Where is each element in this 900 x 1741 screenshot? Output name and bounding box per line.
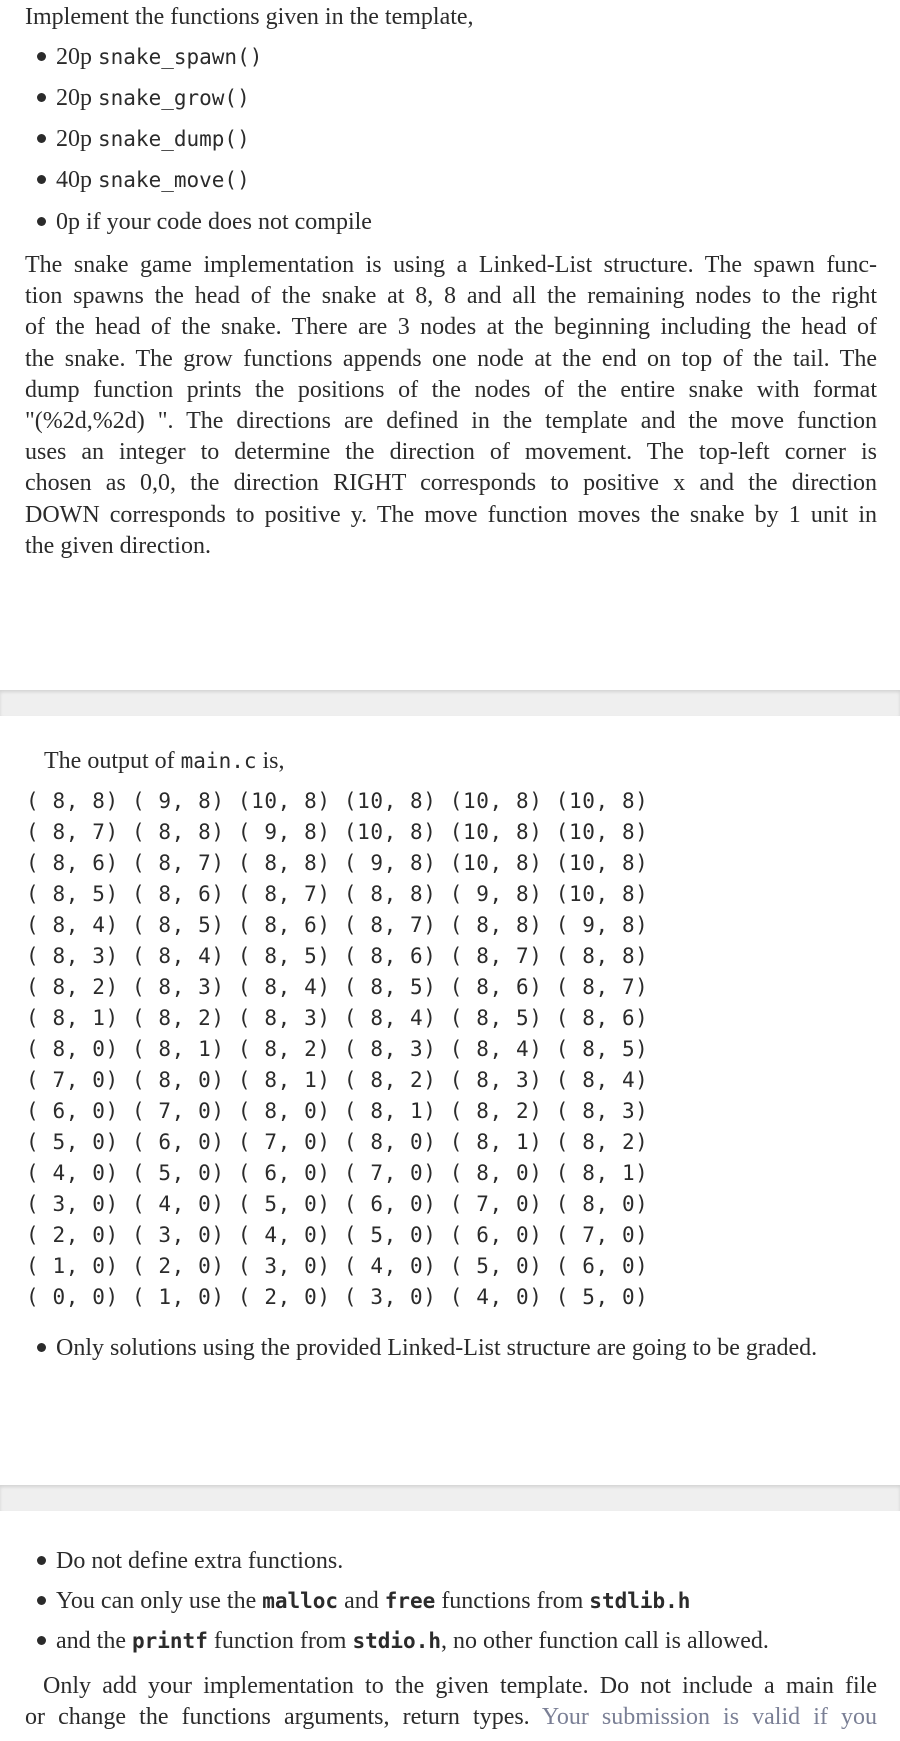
grading-points: 20p <box>56 85 92 111</box>
output-row: ( 8, 2) ( 8, 3) ( 8, 4) ( 8, 5) ( 8, 6) ( 8, 7) <box>26 975 649 999</box>
description-line: tion spawns the head of the snake at 8, 8 and all the remaining nodes to the right <box>25 283 877 310</box>
code-stdlib: stdlib.h <box>589 1589 691 1613</box>
description-line: the snake. The grow functions appends one node at the end on top of the tail. The <box>25 345 877 372</box>
output-row: ( 2, 0) ( 3, 0) ( 4, 0) ( 5, 0) ( 6, 0) ( 7, 0) <box>26 1223 649 1247</box>
grading-points: 20p <box>56 126 92 152</box>
rule-text: Do not define extra functions. <box>56 1548 344 1574</box>
bullet-icon <box>37 52 46 61</box>
output-row: ( 3, 0) ( 4, 0) ( 5, 0) ( 6, 0) ( 7, 0) ( 8, 0) <box>26 1192 649 1216</box>
rules-card <box>0 1511 900 1741</box>
rule-text: functions from <box>435 1588 590 1614</box>
function-name: snake_dump() <box>98 127 250 151</box>
instructions-card <box>0 0 900 690</box>
bullet-icon <box>37 217 46 226</box>
output-row: ( 8, 6) ( 8, 7) ( 8, 8) ( 9, 8) (10, 8) (10, 8) <box>26 851 649 875</box>
bullet-icon <box>37 1343 46 1352</box>
section-divider <box>0 1485 900 1511</box>
bullet-icon <box>37 1636 46 1645</box>
closing-text: or change the functions arguments, return types. <box>25 1704 542 1731</box>
output-row: ( 1, 0) ( 2, 0) ( 3, 0) ( 4, 0) ( 5, 0) ( 6, 0) <box>26 1254 649 1278</box>
output-intro-text: The output of <box>44 748 181 774</box>
bullet-icon <box>37 175 46 184</box>
grading-condition: if your code does not compile <box>86 209 372 235</box>
bullet-icon <box>37 93 46 102</box>
function-name: snake_spawn() <box>98 45 263 69</box>
grading-item-grow <box>37 83 250 114</box>
code-free: free <box>384 1589 436 1613</box>
output-row: ( 8, 0) ( 8, 1) ( 8, 2) ( 8, 3) ( 8, 4) ( 8, 5) <box>26 1037 649 1061</box>
intro-text: Implement the functions given in the template, <box>25 4 474 30</box>
rule-text: and <box>338 1588 385 1614</box>
closing-line: Only add your implementation to the given template. Do not include a main file <box>43 1673 877 1699</box>
code-printf: printf <box>131 1629 208 1653</box>
output-row: ( 0, 0) ( 1, 0) ( 2, 0) ( 3, 0) ( 4, 0) ( 5, 0) <box>26 1285 649 1309</box>
description-line: dump function prints the positions of the nodes of the entire snake with format <box>25 376 877 403</box>
function-name: snake_grow() <box>98 86 250 110</box>
rule-text: and the <box>56 1628 132 1654</box>
closing-paragraph <box>25 1671 877 1733</box>
output-filename: main.c <box>180 749 257 773</box>
section-divider <box>0 690 900 716</box>
description-line: The snake game implementation is using a Linked-List structure. The spawn func- <box>25 252 877 278</box>
graded-note <box>37 1333 817 1364</box>
bullet-icon <box>37 134 46 143</box>
bullet-icon <box>37 1556 46 1565</box>
output-intro <box>44 746 285 777</box>
grading-points: 0p <box>56 209 80 235</box>
grading-item-compile <box>37 207 372 238</box>
output-intro-suffix: is, <box>256 748 285 774</box>
description-line: chosen as 0,0, the direction RIGHT corresponds to positive x and the direction <box>25 470 877 497</box>
output-row: ( 8, 7) ( 8, 8) ( 9, 8) (10, 8) (10, 8) (10, 8) <box>26 820 649 844</box>
rule-text: , no other function call is allowed. <box>441 1628 769 1654</box>
description-line: the given direction. <box>25 532 211 559</box>
grading-points: 20p <box>56 44 92 70</box>
closing-line <box>25 1702 877 1733</box>
grading-points: 40p <box>56 167 92 193</box>
code-stdio: stdio.h <box>352 1629 441 1653</box>
output-row: ( 8, 4) ( 8, 5) ( 8, 6) ( 8, 7) ( 8, 8) ( 9, 8) <box>26 913 649 937</box>
output-row: ( 8, 5) ( 8, 6) ( 8, 7) ( 8, 8) ( 9, 8) (10, 8) <box>26 882 649 906</box>
output-row: ( 4, 0) ( 5, 0) ( 6, 0) ( 7, 0) ( 8, 0) ( 8, 1) <box>26 1161 649 1185</box>
output-row: ( 8, 1) ( 8, 2) ( 8, 3) ( 8, 4) ( 8, 5) ( 8, 6) <box>26 1006 649 1030</box>
output-row: ( 8, 3) ( 8, 4) ( 8, 5) ( 8, 6) ( 8, 7) ( 8, 8) <box>26 944 649 968</box>
rule-stdlib <box>37 1586 690 1617</box>
grading-item-move <box>37 165 250 196</box>
description-paragraph <box>25 250 877 562</box>
output-row: ( 8, 8) ( 9, 8) (10, 8) (10, 8) (10, 8) (10, 8) <box>26 789 649 813</box>
code-malloc: malloc <box>262 1589 339 1613</box>
output-row: ( 6, 0) ( 7, 0) ( 8, 0) ( 8, 1) ( 8, 2) ( 8, 3) <box>26 1099 649 1123</box>
description-line: of the head of the snake. There are 3 nodes at the beginning including the head of <box>25 314 877 341</box>
rule-text: You can only use the <box>56 1588 263 1614</box>
output-card <box>0 716 900 1485</box>
output-row: ( 5, 0) ( 6, 0) ( 7, 0) ( 8, 0) ( 8, 1) ( 8, 2) <box>26 1130 649 1154</box>
rule-text: function from <box>207 1628 353 1654</box>
function-name: snake_move() <box>98 168 250 192</box>
description-line: DOWN corresponds to positive y. The move function moves the snake by 1 unit in <box>25 501 877 528</box>
bullet-icon <box>37 1596 46 1605</box>
closing-text-muted: Your submission is valid if you <box>541 1704 878 1731</box>
rule-stdio <box>37 1626 769 1657</box>
description-line: "(%2d,%2d) ". The directions are defined in the template and the move function <box>25 407 877 434</box>
grading-item-spawn <box>37 42 262 73</box>
graded-note-text: Only solutions using the provided Linked-List structure are going to be graded. <box>56 1335 818 1361</box>
grading-item-dump <box>37 124 250 155</box>
description-line: uses an integer to determine the direction of movement. The top-left corner is <box>25 439 877 466</box>
rule-no-extra-functions <box>37 1546 343 1577</box>
output-row: ( 7, 0) ( 8, 0) ( 8, 1) ( 8, 2) ( 8, 3) ( 8, 4) <box>26 1068 649 1092</box>
